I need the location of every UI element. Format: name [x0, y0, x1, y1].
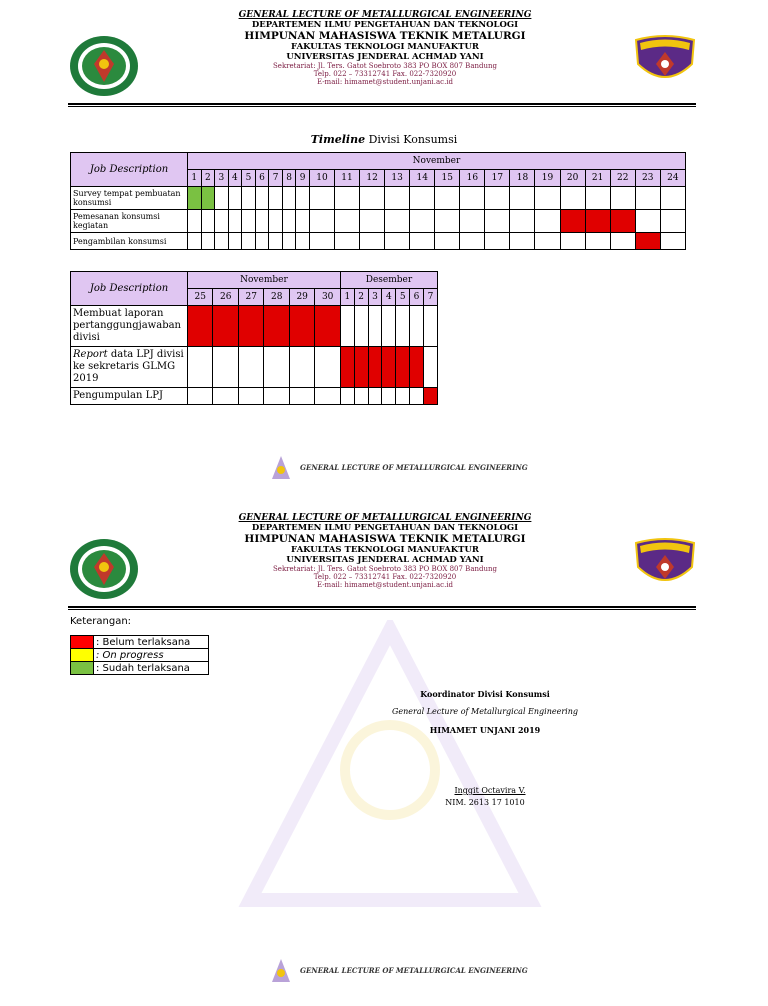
cell-empty [188, 388, 213, 405]
job-description-header: Job Description [71, 272, 188, 306]
header-rule-thin [68, 609, 696, 610]
cell-done [188, 187, 202, 210]
day-header: 30 [315, 289, 340, 306]
cell-empty [238, 388, 263, 405]
task-row [71, 233, 686, 250]
legend-swatch-green [71, 662, 94, 675]
task-label-italic: Report [73, 349, 108, 360]
cell-empty [269, 210, 283, 233]
day-header: 28 [264, 289, 289, 306]
header-line5: UNIVERSITAS JENDERAL ACHMAD YANI [286, 52, 484, 62]
cell-empty [660, 210, 685, 233]
header-rule [68, 103, 696, 105]
header-address: Sekretariat: Jl. Ters. Gatot Soebroto 383 PO BOX 807 Bandung [273, 565, 497, 573]
cell-empty [535, 233, 560, 250]
day-header: 15 [435, 170, 460, 187]
signature-nim: NIM. 2613 17 1010 [445, 798, 525, 807]
task-label: Pengambilan konsumsi [71, 233, 188, 250]
header-phone: Telp. 022 – 73312741 Fax. 022-7320920 [313, 573, 457, 581]
cell-empty [360, 233, 385, 250]
cell-not-done [213, 306, 238, 347]
day-header: 4 [382, 289, 396, 306]
day-header: 7 [269, 170, 283, 187]
cell-empty [485, 187, 510, 210]
university-logo [68, 537, 140, 601]
month-header: November [188, 153, 686, 170]
timeline-table-november [70, 152, 686, 250]
cell-empty [385, 210, 410, 233]
day-header: 12 [360, 170, 385, 187]
legend-row [71, 636, 209, 649]
glmg-footer-logo [270, 958, 292, 984]
cell-empty [354, 306, 368, 347]
cell-empty [334, 233, 359, 250]
day-header: 7 [423, 289, 437, 306]
cell-empty [660, 233, 685, 250]
legend-swatch-yellow [71, 649, 94, 662]
cell-empty [282, 187, 296, 210]
cell-empty [269, 233, 283, 250]
cell-empty [242, 187, 256, 210]
day-header: 4 [228, 170, 242, 187]
cell-empty [334, 210, 359, 233]
day-header: 1 [340, 289, 354, 306]
cell-not-done [585, 210, 610, 233]
task-row [71, 306, 438, 347]
cell-not-done [315, 306, 340, 347]
cell-empty [435, 210, 460, 233]
day-header: 29 [289, 289, 314, 306]
page-footer [270, 455, 528, 481]
cell-empty [296, 210, 310, 233]
cell-empty [610, 187, 635, 210]
header-phone: Telp. 022 – 73312741 Fax. 022-7320920 [313, 70, 457, 78]
legend-title: Keterangan: [70, 616, 132, 627]
cell-empty [315, 388, 340, 405]
day-header: 10 [309, 170, 334, 187]
cell-empty [635, 187, 660, 210]
legend-row [71, 662, 209, 675]
legend-row [71, 649, 209, 662]
footer-text: GENERAL LECTURE OF METALLURGICAL ENGINEERING [300, 463, 528, 472]
day-header: 19 [535, 170, 560, 187]
legend-label: : Sudah terlaksana [94, 662, 209, 675]
cell-empty [215, 210, 229, 233]
header-line5: UNIVERSITAS JENDERAL ACHMAD YANI [286, 555, 484, 565]
cell-empty [340, 388, 354, 405]
cell-empty [255, 210, 269, 233]
cell-empty [282, 210, 296, 233]
day-header: 17 [485, 170, 510, 187]
cell-not-done [238, 306, 263, 347]
day-header: 26 [213, 289, 238, 306]
signature-name-wrap [395, 786, 585, 795]
task-label-text: data LPJ divisi ke sekretaris GLMG 2019 [73, 349, 184, 384]
cell-empty [510, 187, 535, 210]
glmg-watermark [230, 620, 550, 910]
cell-empty [215, 233, 229, 250]
glmg-footer-logo [270, 455, 292, 481]
job-description-header: Job Description [71, 153, 188, 187]
cell-empty [610, 233, 635, 250]
timeline-table-nov-dec [70, 271, 438, 405]
cell-empty [315, 347, 340, 388]
cell-empty [510, 233, 535, 250]
header-email: E-mail: himamet@student.unjani.ac.id [316, 581, 454, 589]
cell-not-done [382, 347, 396, 388]
cell-empty [410, 306, 424, 347]
day-header: 8 [282, 170, 296, 187]
cell-empty [360, 187, 385, 210]
cell-empty [238, 347, 263, 388]
header-line3: HIMPUNAN MAHASISWA TEKNIK METALURGI [244, 533, 526, 545]
day-header: 25 [188, 289, 213, 306]
page-2 [0, 503, 768, 1006]
page-footer [270, 958, 528, 984]
day-header: 18 [510, 170, 535, 187]
task-row [71, 347, 438, 388]
task-label: Pemesanan konsumsi kegiatan [71, 210, 188, 233]
month-header-november: November [188, 272, 341, 289]
day-header: 23 [635, 170, 660, 187]
cell-empty [396, 306, 410, 347]
day-header: 3 [368, 289, 382, 306]
cell-empty [368, 388, 382, 405]
cell-empty [340, 306, 354, 347]
cell-empty [309, 187, 334, 210]
task-label: Pengumpulan LPJ [71, 388, 188, 405]
day-header: 1 [188, 170, 202, 187]
cell-empty [585, 233, 610, 250]
cell-empty [435, 187, 460, 210]
task-row [71, 210, 686, 233]
day-header: 21 [585, 170, 610, 187]
cell-empty [360, 210, 385, 233]
cell-empty [535, 187, 560, 210]
cell-not-done [354, 347, 368, 388]
cell-not-done [340, 347, 354, 388]
cell-not-done [560, 210, 585, 233]
header-line2: DEPARTEMEN ILMU PENGETAHUAN DAN TEKNOLOGI [251, 523, 519, 533]
day-header: 5 [242, 170, 256, 187]
task-row [71, 388, 438, 405]
task-label [71, 347, 188, 388]
cell-empty [242, 210, 256, 233]
letterhead [0, 503, 768, 613]
cell-empty [485, 210, 510, 233]
day-header: 2 [201, 170, 215, 187]
legend-label: : Belum terlaksana [94, 636, 209, 649]
signature-name: Inggit Octavira V. [454, 786, 526, 795]
cell-empty [435, 233, 460, 250]
task-label: Survey tempat pembuatan konsumsi [71, 187, 188, 210]
day-header: 20 [560, 170, 585, 187]
cell-empty [660, 187, 685, 210]
cell-not-done [396, 347, 410, 388]
cell-empty [485, 233, 510, 250]
cell-empty [560, 187, 585, 210]
cell-empty [296, 187, 310, 210]
header-address: Sekretariat: Jl. Ters. Gatot Soebroto 383 PO BOX 807 Bandung [273, 62, 497, 70]
legend-swatch-red [71, 636, 94, 649]
cell-empty [334, 187, 359, 210]
cell-not-done [423, 388, 437, 405]
header-line4: FAKULTAS TEKNOLOGI MANUFAKTUR [291, 545, 479, 555]
cell-empty [255, 233, 269, 250]
day-header: 5 [396, 289, 410, 306]
day-header: 3 [215, 170, 229, 187]
cell-empty [215, 187, 229, 210]
header-line2: DEPARTEMEN ILMU PENGETAHUAN DAN TEKNOLOGI [251, 20, 519, 30]
day-header: 6 [410, 289, 424, 306]
task-row [71, 187, 686, 210]
cell-empty [423, 347, 437, 388]
header-rule [68, 606, 696, 608]
day-header: 11 [334, 170, 359, 187]
cell-empty [382, 388, 396, 405]
day-header: 14 [410, 170, 435, 187]
title-italic: Timeline [310, 133, 366, 146]
footer-text: GENERAL LECTURE OF METALLURGICAL ENGINEERING [300, 966, 528, 975]
header-line1: GENERAL LECTURE OF METALLURGICAL ENGINEERING [238, 10, 532, 20]
cell-not-done [368, 347, 382, 388]
cell-not-done [610, 210, 635, 233]
cell-empty [213, 347, 238, 388]
cell-empty [460, 233, 485, 250]
cell-empty [423, 306, 437, 347]
cell-empty [228, 187, 242, 210]
cell-empty [188, 210, 202, 233]
cell-empty [188, 233, 202, 250]
cell-empty [460, 187, 485, 210]
cell-not-done [289, 306, 314, 347]
month-header-desember: Desember [340, 272, 437, 289]
cell-empty [385, 233, 410, 250]
day-header: 9 [296, 170, 310, 187]
cell-empty [410, 388, 424, 405]
cell-empty [309, 210, 334, 233]
university-logo [68, 34, 140, 98]
header-email: E-mail: himamet@student.unjani.ac.id [316, 78, 454, 86]
day-header: 6 [255, 170, 269, 187]
cell-empty [289, 388, 314, 405]
himamet-logo [632, 537, 698, 587]
cell-empty [368, 306, 382, 347]
cell-empty [309, 233, 334, 250]
day-header: 13 [385, 170, 410, 187]
day-header: 22 [610, 170, 635, 187]
cell-empty [289, 347, 314, 388]
cell-empty [296, 233, 310, 250]
cell-empty [282, 233, 296, 250]
day-header: 16 [460, 170, 485, 187]
page-title [0, 133, 768, 146]
cell-empty [213, 388, 238, 405]
header-rule-thin [68, 106, 696, 107]
day-header: 2 [354, 289, 368, 306]
cell-not-done [410, 347, 424, 388]
header-line3: HIMPUNAN MAHASISWA TEKNIK METALURGI [244, 30, 526, 42]
cell-empty [410, 187, 435, 210]
cell-empty [354, 388, 368, 405]
cell-empty [228, 233, 242, 250]
cell-empty [188, 347, 213, 388]
task-label: Membuat laporan pertanggungjawaban divisi [71, 306, 188, 347]
cell-empty [585, 187, 610, 210]
signature-org: HIMAMET UNJANI 2019 [429, 725, 541, 735]
day-header: 27 [238, 289, 263, 306]
cell-empty [201, 210, 215, 233]
cell-not-done [635, 233, 660, 250]
cell-done [201, 187, 215, 210]
cell-empty [410, 210, 435, 233]
cell-empty [410, 233, 435, 250]
cell-empty [535, 210, 560, 233]
signature-role: Koordinator Divisi Konsumsi [420, 689, 550, 699]
header-line4: FAKULTAS TEKNOLOGI MANUFAKTUR [291, 42, 479, 52]
letterhead [0, 0, 768, 110]
cell-empty [385, 187, 410, 210]
himamet-logo [632, 34, 698, 84]
cell-empty [242, 233, 256, 250]
cell-empty [255, 187, 269, 210]
cell-empty [382, 306, 396, 347]
cell-empty [510, 210, 535, 233]
header-line1: GENERAL LECTURE OF METALLURGICAL ENGINEERING [238, 513, 532, 523]
day-header: 24 [660, 170, 685, 187]
cell-empty [269, 187, 283, 210]
cell-empty [264, 347, 289, 388]
cell-empty [635, 210, 660, 233]
legend-label: : On progress [94, 649, 209, 662]
cell-empty [460, 210, 485, 233]
cell-empty [560, 233, 585, 250]
cell-empty [228, 210, 242, 233]
cell-empty [201, 233, 215, 250]
cell-not-done [188, 306, 213, 347]
signature-event: General Lecture of Metallurgical Engineering [391, 707, 578, 716]
cell-empty [264, 388, 289, 405]
legend-table [70, 635, 209, 675]
cell-not-done [264, 306, 289, 347]
title-text: Divisi Konsumsi [365, 133, 458, 146]
cell-empty [396, 388, 410, 405]
